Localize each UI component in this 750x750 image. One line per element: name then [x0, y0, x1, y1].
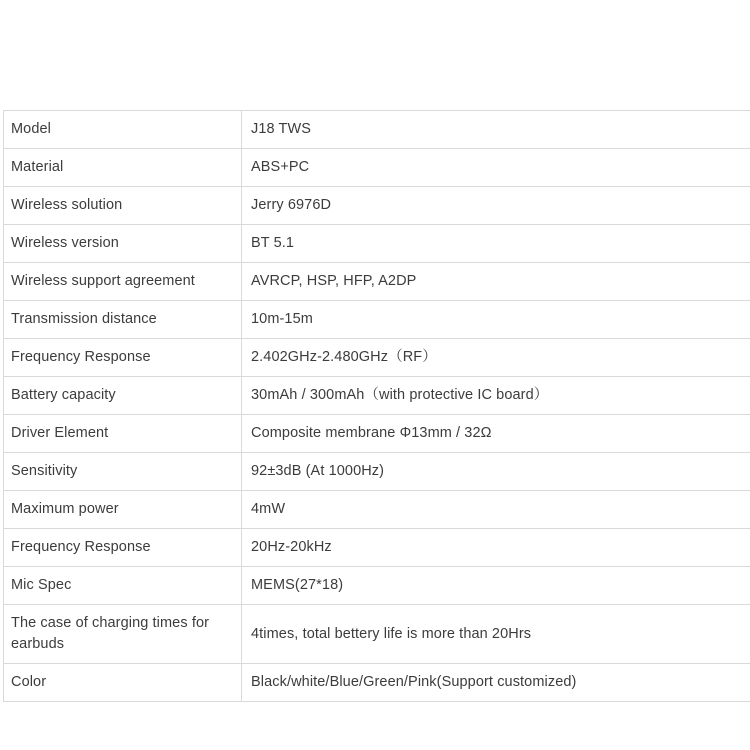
- spec-label: Color: [4, 664, 242, 702]
- spec-value: 20Hz-20kHz: [242, 529, 750, 567]
- table-row: [4, 149, 750, 187]
- specification-table-container: [3, 110, 747, 702]
- spec-label: Maximum power: [4, 491, 242, 529]
- table-row: [4, 453, 750, 491]
- spec-label: Driver Element: [4, 415, 242, 453]
- table-row: [4, 491, 750, 529]
- table-row: [4, 415, 750, 453]
- spec-value: AVRCP, HSP, HFP, A2DP: [242, 263, 750, 301]
- spec-label: Model: [4, 111, 242, 149]
- spec-label: Material: [4, 149, 242, 187]
- spec-label: Battery capacity: [4, 377, 242, 415]
- spec-value: 30mAh / 300mAh（with protective IC board）: [242, 377, 750, 415]
- spec-value: BT 5.1: [242, 225, 750, 263]
- spec-label: Frequency Response: [4, 339, 242, 377]
- spec-value: MEMS(27*18): [242, 567, 750, 605]
- spec-value: ABS+PC: [242, 149, 750, 187]
- specification-table-body: [4, 111, 750, 702]
- spec-value: J18 TWS: [242, 111, 750, 149]
- table-row: [4, 187, 750, 225]
- spec-value: Jerry 6976D: [242, 187, 750, 225]
- specification-table: [3, 110, 750, 702]
- spec-value: Composite membrane Φ13mm / 32Ω: [242, 415, 750, 453]
- spec-value: 10m-15m: [242, 301, 750, 339]
- table-row: [4, 605, 750, 664]
- spec-label: Wireless support agreement: [4, 263, 242, 301]
- spec-value: 92±3dB (At 1000Hz): [242, 453, 750, 491]
- spec-label: Transmission distance: [4, 301, 242, 339]
- table-row: [4, 301, 750, 339]
- spec-label: Sensitivity: [4, 453, 242, 491]
- table-row: [4, 263, 750, 301]
- spec-label: The case of charging times for earbuds: [4, 605, 242, 664]
- spec-value: 2.402GHz-2.480GHz（RF）: [242, 339, 750, 377]
- spec-label: Wireless version: [4, 225, 242, 263]
- table-row: [4, 567, 750, 605]
- spec-label: Mic Spec: [4, 567, 242, 605]
- spec-label: Frequency Response: [4, 529, 242, 567]
- spec-value: Black/white/Blue/Green/Pink(Support customized): [242, 664, 750, 702]
- table-row: [4, 529, 750, 567]
- table-row: [4, 111, 750, 149]
- table-row: [4, 225, 750, 263]
- table-row: [4, 339, 750, 377]
- table-row: [4, 664, 750, 702]
- table-row: [4, 377, 750, 415]
- spec-label: Wireless solution: [4, 187, 242, 225]
- spec-value: 4times, total bettery life is more than 20Hrs: [242, 605, 750, 664]
- spec-value: 4mW: [242, 491, 750, 529]
